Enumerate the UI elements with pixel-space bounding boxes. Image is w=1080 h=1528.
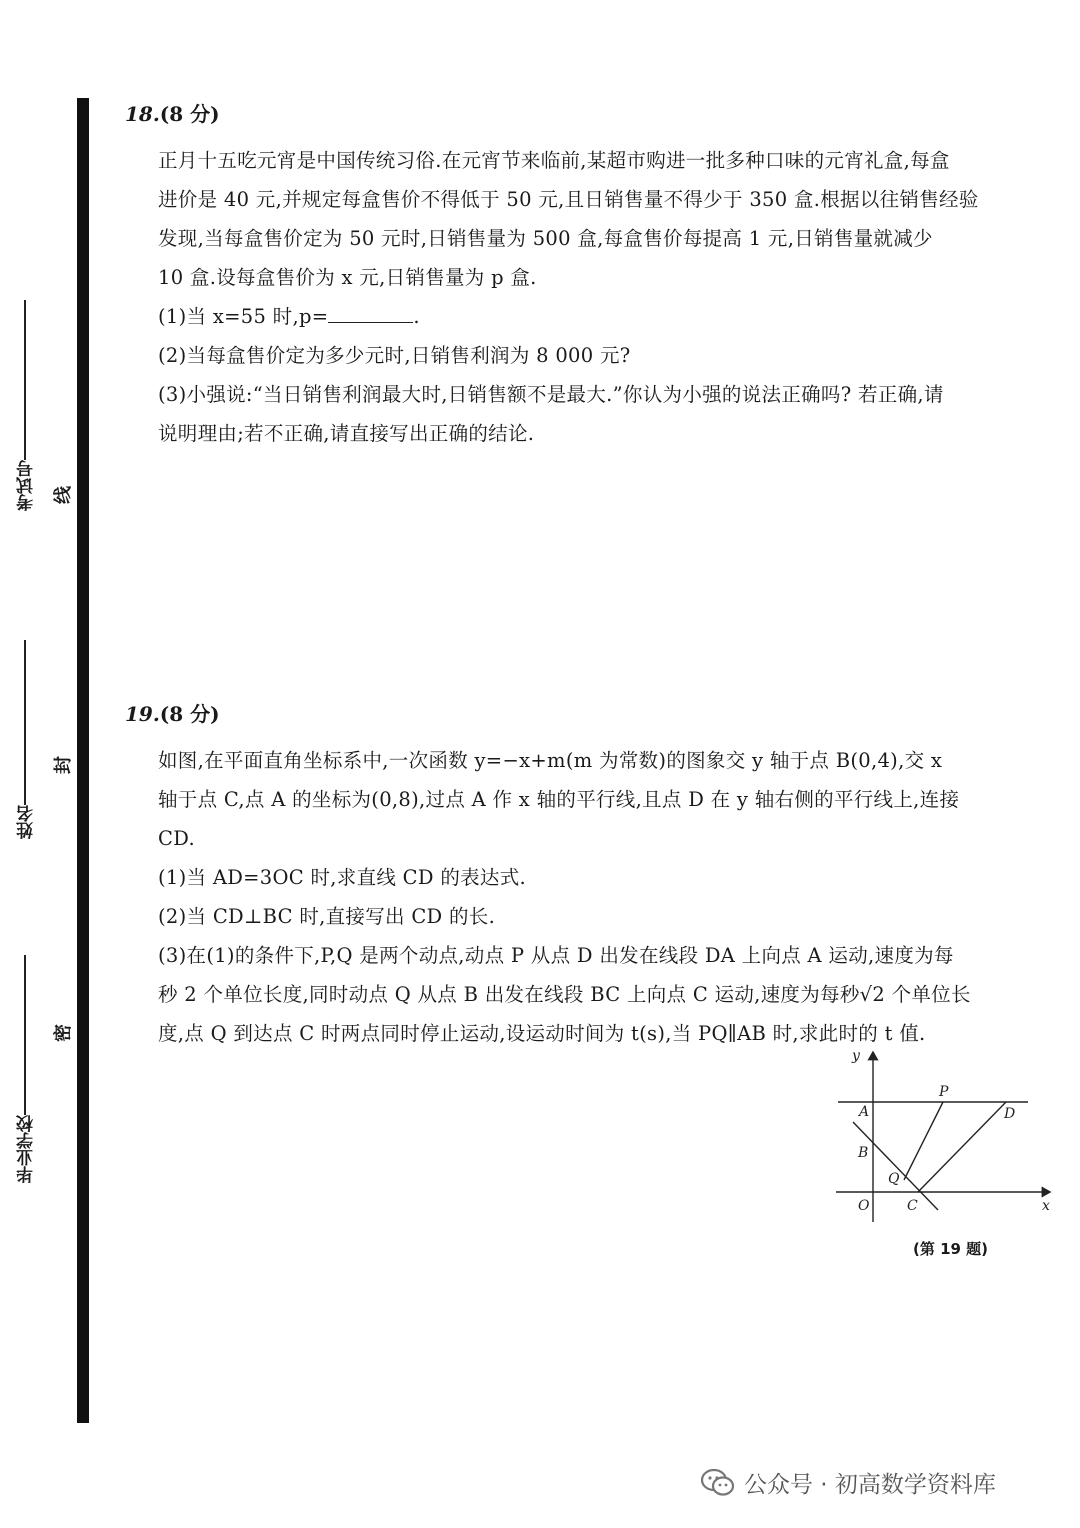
q18-score: (8 分) [159, 102, 220, 126]
q18-part1-end: . [413, 305, 420, 328]
q18-heading [125, 98, 1060, 127]
name-blank[interactable] [24, 640, 26, 805]
q19-score: (8 分) [159, 702, 220, 726]
binding-line [77, 98, 89, 1423]
label-q: Q [888, 1171, 900, 1187]
q19-part3-line: (3)在(1)的条件下,P,Q 是两个动点,动点 P 从点 D 出发在线段 DA 上向点 A 运动,速度为每 [158, 944, 954, 967]
question-18 [125, 98, 1060, 453]
segment-pq [904, 1102, 943, 1180]
school-label: 毕业学校 [17, 1115, 37, 1183]
label-x: x [1042, 1198, 1050, 1214]
seal-char-secret: 密 [53, 1024, 74, 1042]
q18-part1-text: (1)当 x=55 时,p= [158, 305, 329, 328]
label-p: P [939, 1084, 949, 1100]
watermark-text: 公众号 · 初高数学资料库 [744, 1472, 996, 1498]
q19-stem-line: CD. [158, 827, 195, 850]
watermark [700, 1466, 996, 1499]
q18-number: 18. [125, 102, 160, 126]
q19-heading [125, 698, 1060, 727]
q18-part2: (2)当每盒售价定为多少元时,日销售利润为 8 000 元? [158, 344, 631, 367]
label-y: y [852, 1048, 860, 1064]
q18-part3-line: 说明理由;若不正确,请直接写出正确的结论. [158, 422, 535, 445]
exam-number-field [14, 300, 54, 511]
name-label: 姓名 [17, 805, 37, 839]
q18-part1 [125, 297, 1060, 336]
q19-stem-line: 如图,在平面直角坐标系中,一次函数 y=−x+m(m 为常数)的图象交 y 轴于点 B(0,4),交 x [158, 749, 943, 772]
label-a: A [859, 1104, 870, 1120]
q18-stem-line: 发现,当每盒售价定为 50 元时,日销售量为 500 盒,每盒售价每提高 1 元,日销售量就减少 [158, 227, 933, 250]
q19-part3-line: 度,点 Q 到达点 C 时两点同时停止运动,设运动时间为 t(s),当 PQ∥AB 时,求此时的 t 值. [158, 1022, 926, 1045]
label-o: O [858, 1198, 870, 1214]
q19-stem-line: 轴于点 C,点 A 的坐标为(0,8),过点 A 作 x 轴的平行线,且点 D 在 y 轴右侧的平行线上,连接 [158, 788, 960, 811]
school-blank[interactable] [24, 955, 26, 1115]
label-d: D [1004, 1106, 1016, 1122]
q19-part3-line: 秒 2 个单位长度,同时动点 Q 从点 B 出发在线段 BC 上向点 C 运动,速度为每秒√2 个单位长 [158, 983, 971, 1006]
label-b: B [858, 1145, 869, 1161]
q19-number: 19. [125, 702, 160, 726]
q18-stem-line: 10 盒.设每盒售价为 x 元,日销售量为 p 盒. [158, 266, 537, 289]
q18-stem-line: 正月十五吃元宵是中国传统习俗.在元宵节来临前,某超市购进一批多种口味的元宵礼盒,每盒 [158, 149, 950, 172]
label-c: C [907, 1198, 918, 1214]
question-19 [125, 698, 1060, 1053]
q19-part1: (1)当 AD=3OC 时,求直线 CD 的表达式. [158, 866, 527, 889]
figure-caption: (第 19 题) [913, 1240, 989, 1258]
line-bc [853, 1122, 938, 1210]
exam-number-label: 考试号 [17, 460, 37, 511]
q19-figure [828, 1046, 1058, 1261]
segment-cd [918, 1102, 1006, 1192]
answer-blank[interactable] [328, 302, 413, 323]
q18-part3-line: (3)小强说:“当日销售利润最大时,日销售额不是最大.”你认为小强的说法正确吗? 若正确,请 [158, 383, 944, 406]
name-field [14, 640, 54, 839]
seal-char-line: 线 [53, 486, 74, 504]
q18-stem-line: 进价是 40 元,并规定每盒售价不得低于 50 元,且日销售量不得少于 350 盒.根据以往销售经验 [158, 188, 979, 211]
q19-part2: (2)当 CD⊥BC 时,直接写出 CD 的长. [158, 905, 496, 928]
seal-char-seal: 封 [53, 756, 74, 774]
coordinate-diagram [828, 1046, 1058, 1236]
school-field [14, 955, 54, 1183]
wechat-icon [700, 1468, 736, 1498]
exam-number-blank[interactable] [24, 300, 26, 460]
